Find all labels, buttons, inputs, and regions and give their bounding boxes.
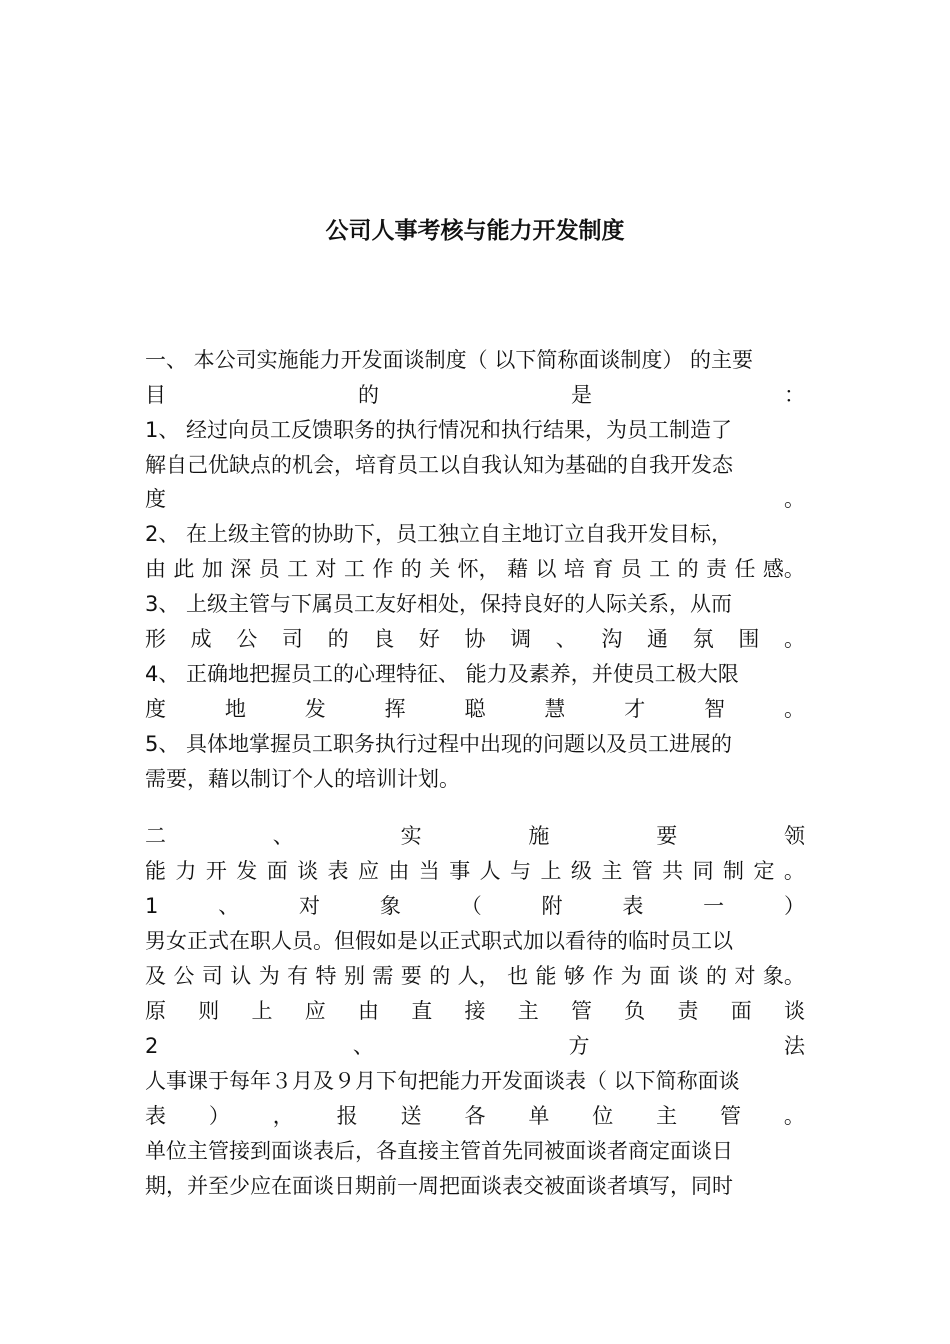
sub2-heading xyxy=(145,1029,805,1064)
text-chunk: 上 xyxy=(540,859,562,883)
text-chunk: 面 xyxy=(730,999,752,1023)
text-chunk: 认 xyxy=(230,964,252,988)
text-chunk: 目 xyxy=(145,383,166,407)
text-chunk: 责 xyxy=(677,999,699,1023)
text-chunk: 的 xyxy=(706,964,728,988)
text-chunk: 聪 xyxy=(464,697,486,721)
text-chunk: 挥 xyxy=(384,697,406,721)
text-chunk: 能 xyxy=(535,964,557,988)
text-chunk: 需 xyxy=(372,964,394,988)
text-chunk: 藉 xyxy=(507,557,529,581)
item3-line2 xyxy=(145,622,805,657)
text-chunk: 事 xyxy=(449,859,471,883)
text-chunk: ： xyxy=(784,383,805,407)
text-chunk: 与 xyxy=(510,859,532,883)
text-chunk: 人 xyxy=(479,859,501,883)
item3-line1: 3、 上级主管与下属员工友好相处，保持良好的人际关系，从而 xyxy=(145,592,733,616)
text-chunk: 表 xyxy=(622,894,644,918)
text-chunk: 领 xyxy=(783,824,805,848)
text-chunk: 象 xyxy=(379,894,401,918)
text-chunk: 此 xyxy=(173,557,195,581)
text-chunk: 好 xyxy=(418,627,440,651)
sub1-line3 xyxy=(145,994,805,1029)
text-chunk: 应 xyxy=(304,999,326,1023)
text-chunk: 成 xyxy=(190,627,212,651)
text-chunk: 工 xyxy=(649,557,671,581)
text-chunk: 则 xyxy=(198,999,220,1023)
text-chunk: 实 xyxy=(400,824,422,848)
text-chunk: 以 xyxy=(535,557,557,581)
text-chunk: ） xyxy=(784,894,805,918)
item5-line1: 5、 具体地掌握员工职务执行过程中出现的问题以及员工进展的 xyxy=(145,732,733,756)
text-chunk: 定 xyxy=(753,859,775,883)
text-chunk: 当 xyxy=(418,859,440,883)
text-chunk: 象。 xyxy=(762,964,805,988)
text-chunk: 的 xyxy=(429,964,451,988)
text-chunk: 面 xyxy=(649,964,671,988)
section1-heading-line2 xyxy=(145,378,805,413)
text-chunk: 主 xyxy=(601,859,623,883)
text-chunk: 表 xyxy=(327,859,349,883)
text-chunk: 公 xyxy=(173,964,195,988)
text-chunk: 制 xyxy=(723,859,745,883)
text-chunk: 作 xyxy=(592,964,614,988)
text-chunk: 由 xyxy=(358,999,379,1023)
text-chunk: 。 xyxy=(783,627,805,651)
text-chunk: 度 xyxy=(145,697,166,721)
sub2-line1: 人事课于每年３月及９月下旬把能力开发面谈表（ 以下简称面谈 xyxy=(145,1069,740,1093)
text-chunk: 、 xyxy=(352,1034,374,1058)
sub2-line4: 期，并至少应在面谈日期前一周把面谈表交被面谈者填写，同时 xyxy=(145,1174,733,1198)
item5-line2: 需要，藉以制订个人的培训计划。 xyxy=(145,767,460,791)
text-chunk: 调 xyxy=(510,627,532,651)
text-chunk: 地 xyxy=(224,697,246,721)
text-chunk: 对 xyxy=(315,557,337,581)
text-chunk: 。 xyxy=(784,697,805,721)
text-chunk: 二 xyxy=(145,824,166,848)
text-chunk: 共 xyxy=(662,859,684,883)
text-chunk: 应 xyxy=(357,859,379,883)
item2-line2 xyxy=(145,552,805,587)
section2-heading xyxy=(145,819,805,854)
text-chunk: 围 xyxy=(738,627,760,651)
text-chunk: 要 xyxy=(400,964,422,988)
text-chunk: 要 xyxy=(656,824,678,848)
sub2-line3: 单位主管接到面谈表后，各直接主管首先同被面谈者商定面谈日 xyxy=(145,1139,733,1163)
text-chunk: 、 xyxy=(218,894,240,918)
text-chunk: 责 xyxy=(706,557,728,581)
text-chunk: 报 xyxy=(336,1104,358,1128)
text-chunk: 方 xyxy=(568,1034,590,1058)
text-chunk: 、 xyxy=(555,627,577,651)
text-chunk: 送 xyxy=(400,1104,422,1128)
text-chunk: 。 xyxy=(783,1104,805,1128)
item4-line2 xyxy=(145,692,805,727)
text-chunk: 法 xyxy=(783,1034,805,1058)
text-chunk: 人， xyxy=(457,964,500,988)
text-chunk: 发 xyxy=(304,697,326,721)
text-chunk: 任 xyxy=(734,557,756,581)
text-chunk: 沟 xyxy=(601,627,623,651)
text-chunk: 有 xyxy=(287,964,309,988)
text-chunk: 的 xyxy=(677,557,699,581)
text-chunk: 面 xyxy=(266,859,288,883)
text-chunk: 单 xyxy=(528,1104,550,1128)
text-chunk: 由 xyxy=(145,557,166,581)
text-chunk: 开 xyxy=(205,859,227,883)
text-chunk: 同 xyxy=(692,859,714,883)
text-chunk: 由 xyxy=(388,859,410,883)
text-chunk: 别 xyxy=(343,964,365,988)
item1-line2: 解自己优缺点的机会，培育员工以自我认知为基础的自我开发态 xyxy=(145,453,733,477)
text-chunk: 附 xyxy=(541,894,563,918)
text-chunk: 作 xyxy=(372,557,394,581)
text-chunk: 施 xyxy=(528,824,550,848)
text-chunk: 管 xyxy=(720,1104,742,1128)
text-chunk: 司 xyxy=(281,627,303,651)
text-chunk: 培 xyxy=(563,557,585,581)
text-chunk: 表 xyxy=(145,1104,166,1128)
text-chunk: 关 xyxy=(429,557,451,581)
text-chunk: 为 xyxy=(620,964,642,988)
text-chunk: 为 xyxy=(258,964,280,988)
text-chunk: 的 xyxy=(327,627,349,651)
item4-line1: 4、 正确地把握员工的心理特征、 能力及素养，并使员工极大限 xyxy=(145,662,739,686)
text-chunk: 。 xyxy=(784,487,805,511)
text-chunk: 的 xyxy=(358,383,379,407)
sub2-line2 xyxy=(145,1099,805,1134)
item1-line1: 1、 经过向员工反馈职务的执行情况和执行结果，为员工制造了 xyxy=(145,418,733,442)
text-chunk: ） xyxy=(208,1104,230,1128)
text-chunk: 员 xyxy=(258,557,280,581)
text-chunk: 够 xyxy=(563,964,585,988)
item1-line3 xyxy=(145,482,805,517)
document-title: 公司人事考核与能力开发制度 xyxy=(325,218,625,244)
text-chunk: 度 xyxy=(145,487,166,511)
text-chunk: 、 xyxy=(272,824,294,848)
text-chunk: 工 xyxy=(343,557,365,581)
text-chunk: 深 xyxy=(230,557,252,581)
text-chunk: 主 xyxy=(656,1104,678,1128)
text-chunk: 是 xyxy=(571,383,592,407)
text-chunk: 谈 xyxy=(784,999,805,1023)
text-chunk: 主 xyxy=(517,999,539,1023)
text-chunk: 2 xyxy=(145,1034,159,1058)
sub1-line2 xyxy=(145,959,805,994)
text-chunk: 谈 xyxy=(677,964,699,988)
text-chunk: 加 xyxy=(201,557,223,581)
text-chunk: 慧 xyxy=(544,697,566,721)
text-chunk: 的 xyxy=(400,557,422,581)
text-chunk: 氛 xyxy=(692,627,714,651)
text-chunk: 直 xyxy=(411,999,433,1023)
text-chunk: 协 xyxy=(464,627,486,651)
text-chunk: ， xyxy=(272,1104,294,1128)
text-chunk: 能 xyxy=(145,859,166,883)
text-chunk: 对 xyxy=(299,894,321,918)
text-chunk: 管 xyxy=(631,859,653,883)
text-chunk: 形 xyxy=(145,627,166,651)
text-chunk: 。 xyxy=(783,859,805,883)
text-chunk: 智 xyxy=(704,697,726,721)
text-chunk: 原 xyxy=(145,999,166,1023)
text-chunk: 接 xyxy=(464,999,486,1023)
text-chunk: 通 xyxy=(647,627,669,651)
text-chunk: 才 xyxy=(624,697,646,721)
text-chunk: 对 xyxy=(734,964,756,988)
text-chunk: （ xyxy=(460,894,482,918)
text-chunk: 员 xyxy=(620,557,642,581)
text-chunk: 司 xyxy=(201,964,223,988)
text-chunk: 一 xyxy=(703,894,725,918)
text-chunk: 特 xyxy=(315,964,337,988)
text-chunk: 怀， xyxy=(457,557,500,581)
text-chunk: 各 xyxy=(464,1104,486,1128)
section1-heading-line1: 一、 本公司实施能力开发面谈制度（ 以下简称面谈制度） 的主要 xyxy=(145,348,754,372)
item2-line1: 2、 在上级主管的协助下，员工独立自主地订立自我开发目标， xyxy=(145,522,733,546)
text-chunk: 公 xyxy=(236,627,258,651)
text-chunk: 管 xyxy=(571,999,592,1023)
text-chunk: 力 xyxy=(175,859,197,883)
text-chunk: 工 xyxy=(287,557,309,581)
text-chunk: 位 xyxy=(592,1104,614,1128)
sub1-heading xyxy=(145,889,805,924)
text-chunk: 及 xyxy=(145,964,166,988)
text-chunk: 育 xyxy=(592,557,614,581)
text-chunk: 1 xyxy=(145,894,159,918)
text-chunk: 谈 xyxy=(297,859,319,883)
text-chunk: 级 xyxy=(570,859,592,883)
text-chunk: 负 xyxy=(624,999,646,1023)
text-chunk: 发 xyxy=(236,859,258,883)
section2-intro xyxy=(145,854,805,889)
text-chunk: 上 xyxy=(251,999,273,1023)
text-chunk: 良 xyxy=(373,627,395,651)
text-chunk: 感。 xyxy=(762,557,805,581)
sub1-line1: 男女正式在职人员。但假如是以正式职式加以看待的临时员工以 xyxy=(145,929,733,953)
text-chunk: 也 xyxy=(507,964,529,988)
